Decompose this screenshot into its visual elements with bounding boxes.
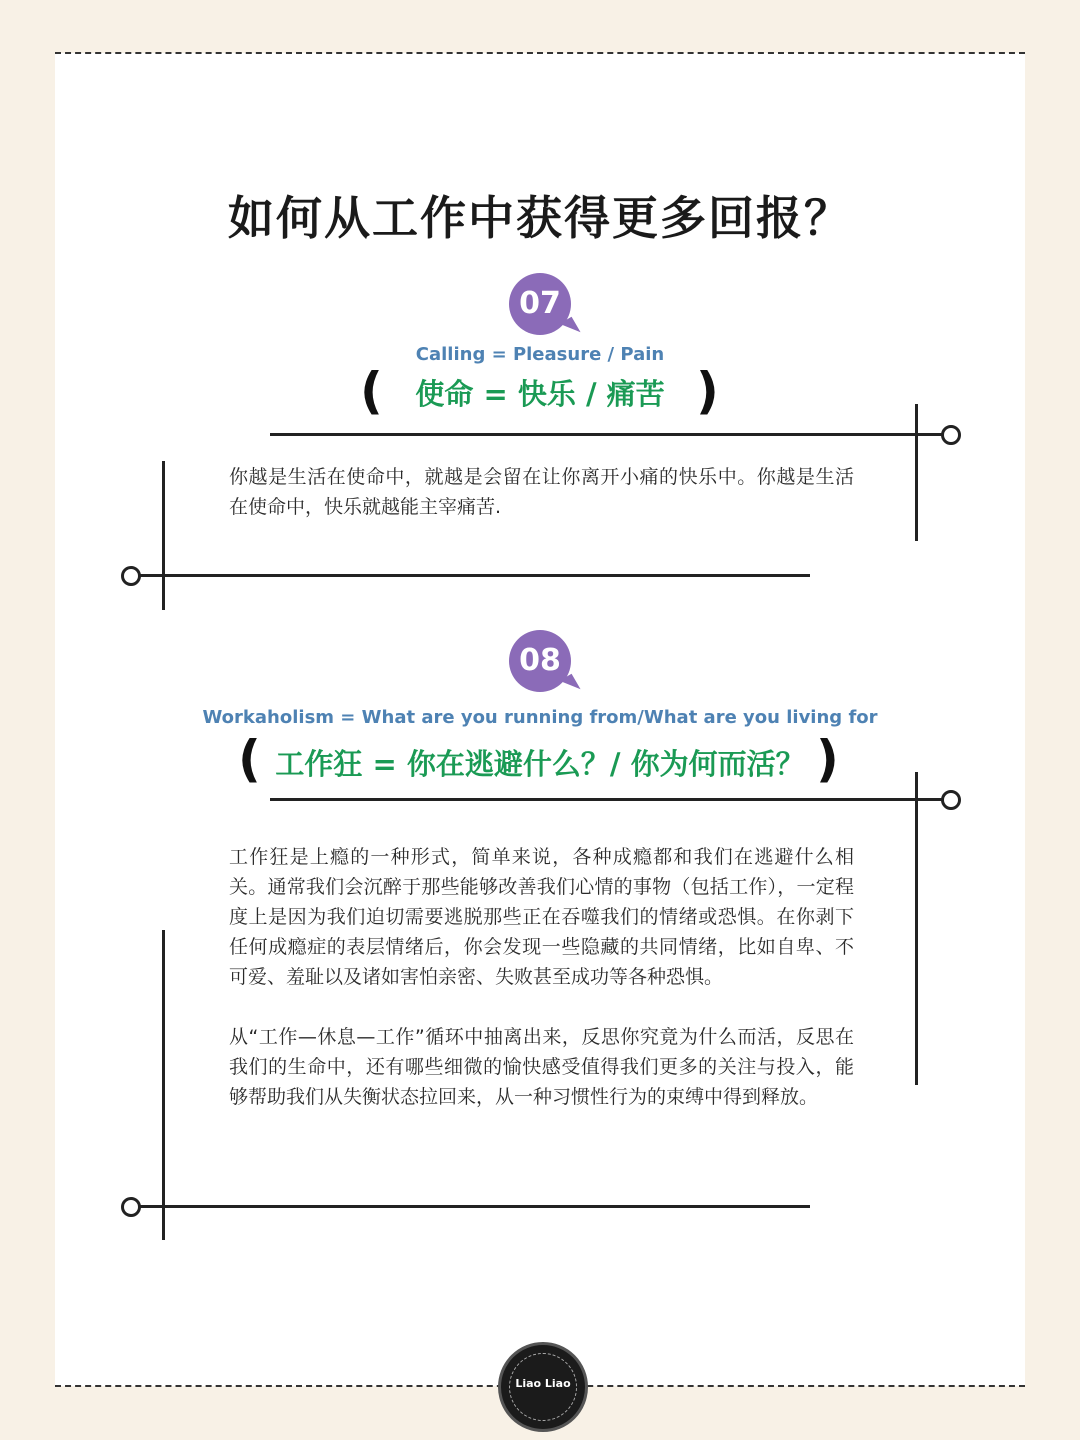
open-paren: ( — [360, 362, 383, 420]
divider-line — [138, 1205, 810, 1208]
vertical-rule — [915, 404, 918, 541]
section-body — [229, 462, 854, 522]
line-node-icon — [941, 425, 961, 445]
section-subtitle-cn: 工作狂 = 你在逃避什么？/ 你为何而活？ — [275, 747, 805, 781]
divider-line — [270, 798, 942, 801]
paragraph: 工作狂是上瘾的一种形式，简单来说，各种成瘾都和我们在逃避什么相关。通常我们会沉醉于那些能够改善我们心情的事物（包括工作），一定程度上是因为我们迫切需要逃脱那些正在吞噬我们的情绪或恐惧。在你剥下任何成瘾症的表层情绪后，你会发现一些隐藏的共同情绪，比如自卑、不可爱、羞耻以及诸如害怕亲密、失败甚至成功等各种恐惧。 — [229, 846, 854, 988]
section-number: 07 — [519, 286, 561, 321]
vertical-rule — [162, 461, 165, 610]
section-subtitle-cn: 使命 = 快乐 / 痛苦 — [415, 377, 665, 411]
vertical-rule — [162, 930, 165, 1240]
close-paren: ) — [816, 730, 839, 788]
vertical-rule — [915, 772, 918, 1085]
section-number-badge — [509, 630, 571, 692]
top-dashed-border — [55, 52, 1025, 54]
line-node-icon — [941, 790, 961, 810]
divider-line — [270, 433, 942, 436]
section-number-badge — [509, 273, 571, 335]
section-subtitle-en: Calling = Pleasure / Pain — [415, 344, 665, 365]
section-subtitle-en: Workaholism = What are you running from/What are you living for — [202, 707, 878, 728]
divider-line — [138, 574, 810, 577]
open-paren: ( — [238, 730, 261, 788]
logo-brand-text: Liao Liao — [515, 1377, 571, 1390]
close-paren: ) — [696, 362, 719, 420]
brand-logo — [498, 1342, 588, 1432]
page-title: 如何从工作中获得更多回报？ — [228, 191, 852, 245]
line-node-icon — [121, 1197, 141, 1217]
paragraph: 从“工作—休息—工作”循环中抽离出来，反思你究竟为什么而活，反思在我们的生命中，还有哪些细微的愉快感受值得我们更多的关注与投入，能够帮助我们从失衡状态拉回来，从一种习惯性行为的束缚中得到释放。 — [229, 1026, 854, 1108]
section-body — [229, 842, 854, 1112]
line-node-icon — [121, 566, 141, 586]
section-number: 08 — [519, 643, 561, 678]
paragraph: 你越是生活在使命中，就越是会留在让你离开小痛的快乐中。你越是生活在使命中，快乐就越能主宰痛苦. — [229, 466, 854, 518]
